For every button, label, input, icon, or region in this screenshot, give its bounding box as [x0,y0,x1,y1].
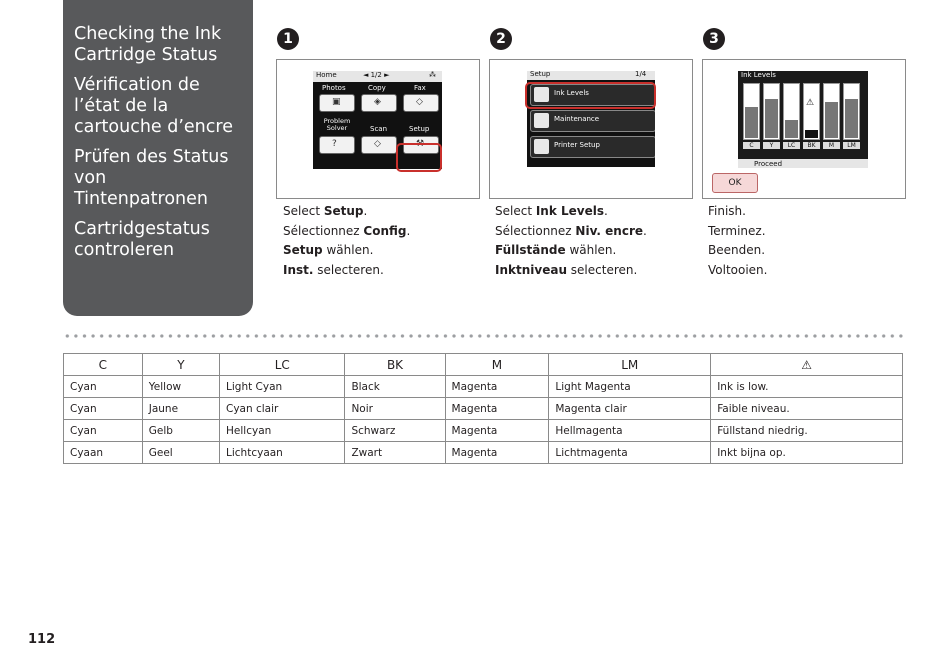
ok-button[interactable]: OK [712,173,758,193]
setup-highlight [396,143,442,172]
table-cell: Cyan [64,398,143,420]
table-cell: Cyan clair [220,398,345,420]
ink-bar-bk [803,83,820,140]
step-2-text [495,202,647,280]
table-cell: Magenta [445,442,549,464]
table-cell: Noir [345,398,445,420]
col-header-bk: BK [345,354,445,376]
ink-bar-label: BK [803,142,820,149]
step-3-line-nl: Voltooien. [708,262,768,277]
lcd-page-indicator: ◄ 1/2 ► [363,71,390,79]
title-fr: Vérification de l’état de la cartouche d’encre [74,75,233,137]
ink-bar-fill [765,99,778,138]
lcd-header-ink-levels: Ink Levels [741,71,776,79]
step-1-line-en: Select Setup. [283,204,368,218]
step-3-line-en: Finish. [708,204,746,218]
ink-bar-lc [783,83,800,140]
fax-icon: ◇ [416,97,423,107]
network-icon: ⁂ [429,71,436,79]
table-cell: Light Cyan [220,376,345,398]
lcd-proceed-label: Proceed [754,160,783,168]
col-header-lm: LM [549,354,711,376]
label-copy: Copy [368,84,386,92]
table-cell: Magenta [445,420,549,442]
col-header-y: Y [142,354,219,376]
step-1-panel [276,59,480,199]
ink-bar-label: Y [763,142,780,149]
step-3-line-de: Beenden. [708,243,766,257]
dotted-divider [63,334,905,338]
table-row [64,398,903,420]
step-3-panel [702,59,906,199]
step-2-line-nl: Inktniveau selecteren. [495,262,638,277]
scan-button[interactable] [361,136,397,154]
table-cell: Lichtmagenta [549,442,711,464]
title-en: Checking the Ink Cartridge Status [74,24,222,65]
menu-ink-levels-label: Ink Levels [554,89,589,97]
lcd-page-count: 1/4 [635,71,647,78]
label-problem-solver: Problem Solver [323,117,351,132]
wrench-icon: ⚒ [416,139,425,149]
title-de: Prüfen des Status von Tintenpatronen [74,147,229,209]
ink-bar-fill [785,120,798,138]
ink-bar-fill [805,130,818,138]
step-1-line-nl: Inst. selecteren. [283,262,384,277]
fax-button[interactable] [403,94,439,112]
ink-bar-label: C [743,142,760,149]
table-cell: Hellcyan [220,420,345,442]
label-photos: Photos [322,84,346,92]
lcd-header-setup: Setup [530,71,551,78]
col-header-m: M [445,354,549,376]
lcd-ink-levels-screen [738,71,868,168]
table-row [64,420,903,442]
menu-maintenance-label: Maintenance [554,115,600,123]
menu-maintenance[interactable] [530,110,655,132]
ink-color-table [63,353,903,464]
table-cell: Gelb [142,420,219,442]
label-scan: Scan [370,125,388,133]
ink-bar-fill [825,102,838,138]
warning-icon: ⚠ [711,354,903,376]
copy-button[interactable] [361,94,397,112]
table-cell: Füllstand niedrig. [711,420,903,442]
table-cell: Hellmagenta [549,420,711,442]
step-1-number: 1 [277,28,299,50]
title-nl: Cartridgestatus controleren [74,219,210,260]
table-cell: Faible niveau. [711,398,903,420]
step-1-line-fr: Sélectionnez Config. [283,223,411,238]
table-cell: Magenta clair [549,398,711,420]
title-sidebar [63,0,253,316]
table-cell: Jaune [142,398,219,420]
warning-icon: ⚠ [806,98,815,108]
table-cell: Zwart [345,442,445,464]
table-cell: Magenta [445,376,549,398]
step-2-line-en: Select Ink Levels. [495,204,608,218]
table-cell: Geel [142,442,219,464]
ink-levels-highlight [525,82,656,109]
table-header-row [64,354,903,376]
ink-bar-c [743,83,760,140]
scan-icon: ◇ [374,139,381,149]
step-3-line-fr: Terminez. [708,223,766,238]
table-cell: Cyan [64,376,143,398]
ink-bar-lm [843,83,860,140]
photos-button[interactable] [319,94,355,112]
step-1-line-de: Setup wählen. [283,243,374,257]
step-3-text [708,202,767,280]
ink-bar-fill [745,107,758,138]
step-2-number: 2 [490,28,512,50]
printer-icon [534,139,549,154]
menu-printer-setup-label: Printer Setup [554,141,600,149]
step-3-number: 3 [703,28,725,50]
table-cell: Lichtcyaan [220,442,345,464]
table-cell: Inkt bijna op. [711,442,903,464]
table-cell: Light Magenta [549,376,711,398]
table-row [64,442,903,464]
col-header-lc: LC [220,354,345,376]
ink-bar-label: LC [783,142,800,149]
maintenance-icon [534,113,549,128]
help-icon: ? [332,139,337,149]
lcd-header-home: Home [316,71,337,79]
table-row [64,376,903,398]
step-1-text [283,202,410,280]
table-cell: Yellow [142,376,219,398]
photo-icon: ▣ [332,97,341,107]
ink-bar-label: LM [843,142,860,149]
ink-bar-m [823,83,840,140]
table-cell: Ink is low. [711,376,903,398]
menu-printer-setup[interactable] [530,136,655,158]
table-cell: Schwarz [345,420,445,442]
step-2-line-de: Füllstände wählen. [495,243,617,257]
label-setup: Setup [409,125,430,133]
ink-bar-label: M [823,142,840,149]
step-2-panel [489,59,693,199]
step-2-line-fr: Sélectionnez Niv. encre. [495,223,647,238]
table-cell: Black [345,376,445,398]
ink-bar-fill [845,99,858,138]
table-cell: Magenta [445,398,549,420]
table-cell: Cyan [64,420,143,442]
page-number: 112 [28,632,56,647]
copy-icon: ◈ [374,97,381,107]
table-cell: Cyaan [64,442,143,464]
problem-solver-button[interactable] [319,136,355,154]
col-header-c: C [64,354,143,376]
label-fax: Fax [414,84,426,92]
ink-bar-y [763,83,780,140]
